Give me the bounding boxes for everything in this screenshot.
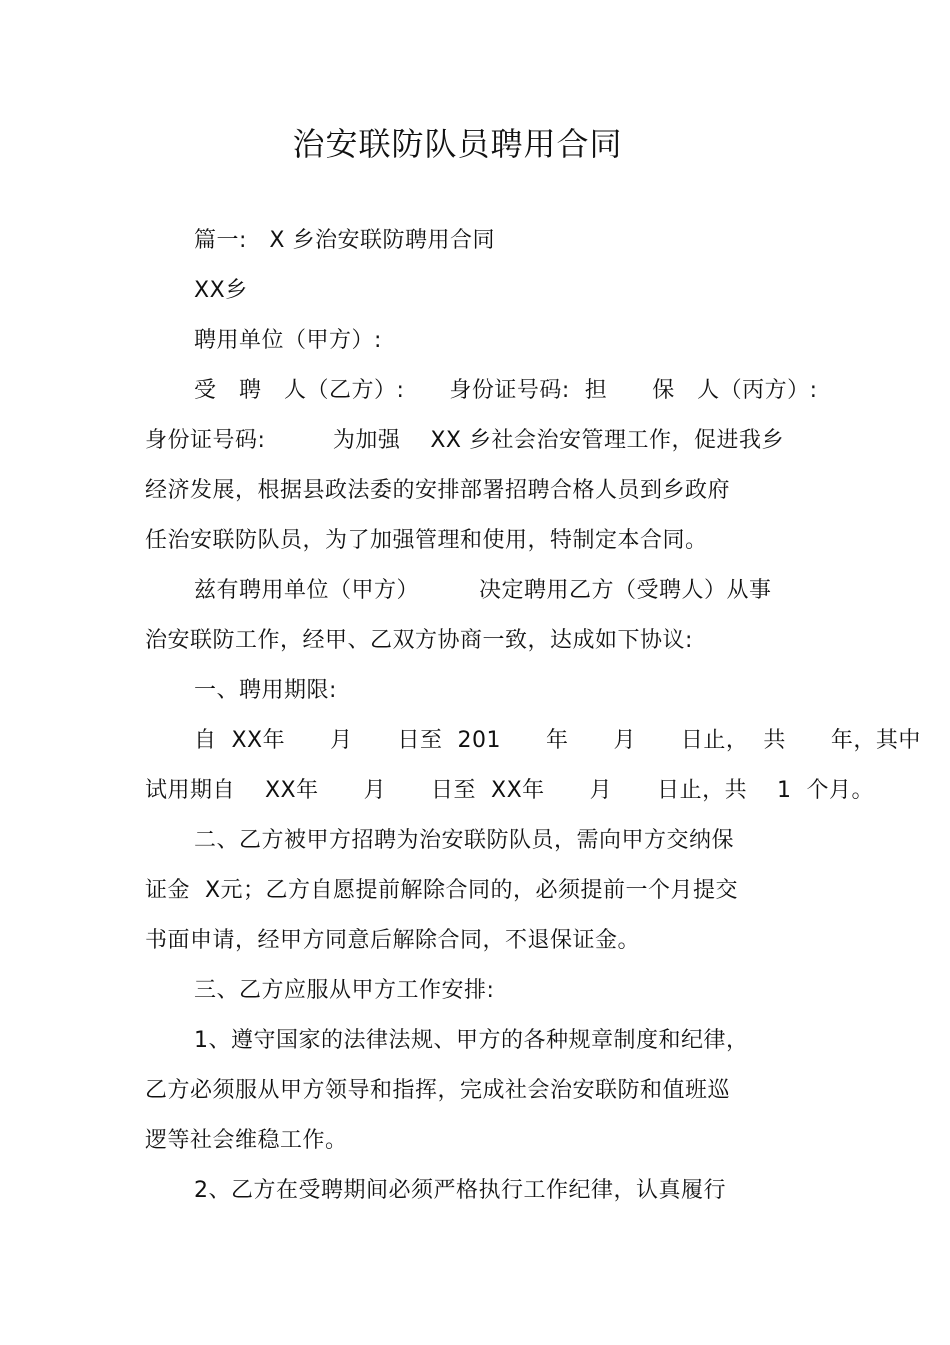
list-item: 1、遵守国家的法律法规、甲方的各种规章制度和纪律， — [194, 1028, 749, 1053]
paragraph-line: 治安联防工作，经甲、乙双方协商一致，达成如下协议: — [145, 628, 693, 653]
heading-part-one: 篇一: X 乡治安联防聘用合同 — [194, 228, 495, 253]
paragraph-line: 书面申请，经甲方同意后解除合同，不退保证金。 — [145, 928, 641, 953]
paragraph-line: 任治安联防队员，为了加强管理和使用，特制定本合同。 — [145, 528, 708, 553]
parties-line: 受 聘 人（乙方）: 身份证号码: 担 保 人（丙方）: — [194, 378, 818, 403]
section-heading-duties: 三、乙方应服从甲方工作安排: — [194, 978, 495, 1003]
township-line: XX乡 — [194, 278, 248, 303]
section-heading-term: 一、聘用期限: — [194, 678, 337, 703]
employer-line: 聘用单位（甲方）: — [194, 328, 382, 353]
paragraph-line: 经济发展，根据县政法委的安排部署招聘合格人员到乡政府 — [145, 478, 731, 503]
paragraph-line: 二、乙方被甲方招聘为治安联防队员，需向甲方交纳保 — [194, 828, 735, 853]
paragraph-line: 自 XX年 月 日至 201 年 月 日止， 共 年，其中 — [194, 728, 921, 753]
paragraph-line: 逻等社会维稳工作。 — [145, 1128, 348, 1153]
paragraph-line: 乙方必须服从甲方领导和指挥，完成社会治安联防和值班巡 — [145, 1078, 731, 1103]
paragraph-line: 身份证号码: 为加强 XX 乡社会治安管理工作，促进我乡 — [145, 428, 784, 453]
paragraph-line: 证金 X元；乙方自愿提前解除合同的，必须提前一个月提交 — [145, 878, 739, 903]
document-title: 治安联防队员聘用合同 — [292, 125, 623, 163]
paragraph-line: 兹有聘用单位（甲方） 决定聘用乙方（受聘人）从事 — [194, 578, 772, 603]
list-item: 2、乙方在受聘期间必须严格执行工作纪律，认真履行 — [194, 1178, 726, 1203]
paragraph-line: 试用期自 XX年 月 日至 XX年 月 日止，共 1 个月。 — [145, 778, 875, 803]
